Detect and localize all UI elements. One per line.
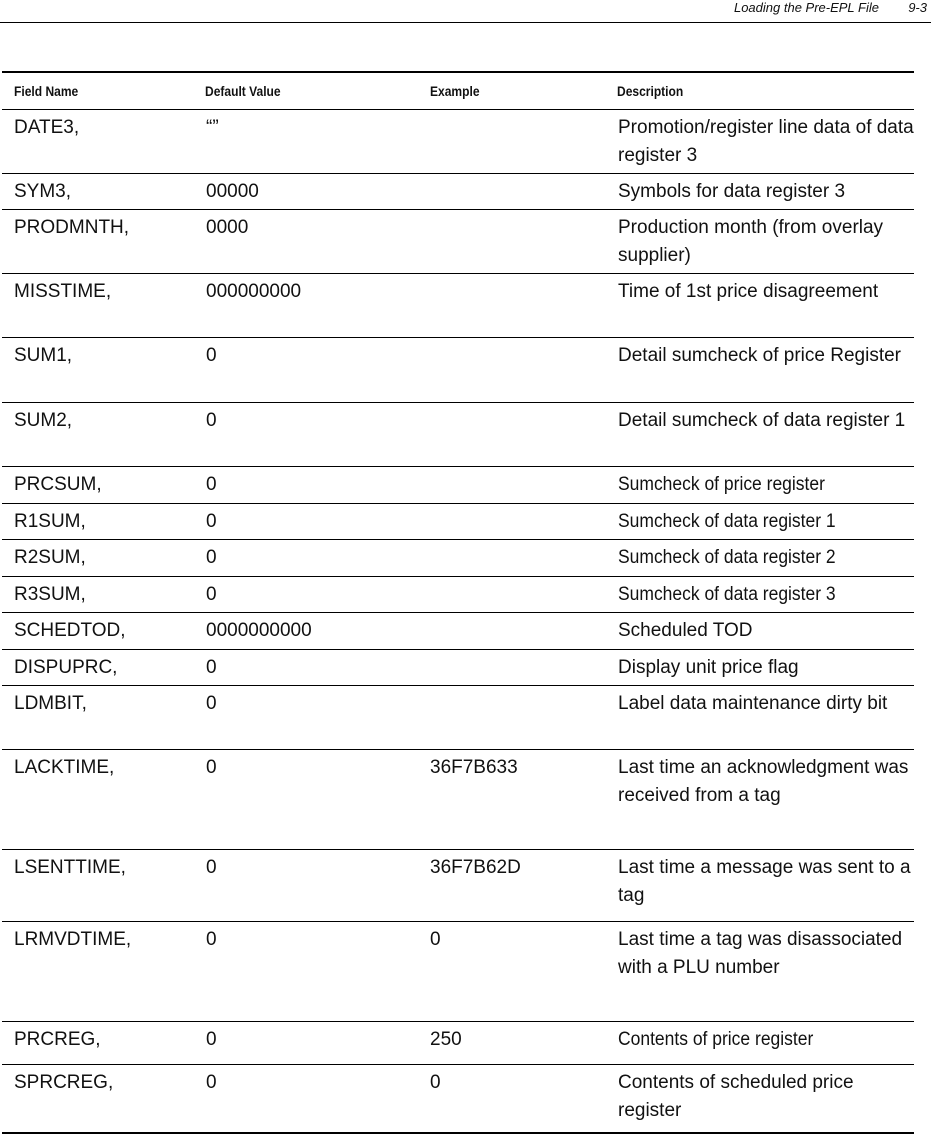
header-title: Loading the Pre-EPL File [733,0,879,15]
default-value: 0 [206,757,217,778]
default-value: 0 [206,584,217,605]
table-row [2,577,914,613]
default-value: 0 [206,1029,217,1050]
field-name: SPRCREG, [14,1072,114,1093]
default-value: “” [206,117,219,138]
description: Production month (from overlay supplier) [618,217,884,266]
description: Last time an acknowledgment was received from a tag [618,757,909,806]
field-name: PRCREG, [14,1029,101,1050]
example-value: 36F7B633 [430,757,518,778]
description [618,544,914,572]
column-header-field-name: Field Name [14,83,79,99]
field-name: LDMBIT, [14,693,87,714]
table-row [2,403,914,467]
field-name: SUM2, [14,410,73,431]
example-value: 0 [430,1072,441,1093]
description-text: Sumcheck of data register 3 [618,584,836,605]
table-row [2,338,914,403]
description-text: Contents of price register [618,1029,814,1050]
table-row [2,467,914,504]
default-value: 0 [206,547,217,568]
default-value: 000000000 [206,281,302,302]
table-row [2,210,914,274]
description: Display unit price flag [618,657,799,678]
description: Last time a tag was disassociated with a PLU number [618,929,903,978]
default-value: 0 [206,474,217,495]
field-name: MISSTIME, [14,281,112,302]
default-value: 0 [206,929,217,950]
default-value: 0 [206,345,217,366]
description [618,471,914,499]
description: Detail sumcheck of data register 1 [618,410,906,431]
field-name: DATE3, [14,117,80,138]
table-row [2,1065,914,1134]
field-name: PRCSUM, [14,474,102,495]
example-value: 0 [430,929,441,950]
field-name: PRODMNTH, [14,217,130,238]
table-row [2,922,914,1022]
default-value: 0 [206,657,217,678]
default-value: 0 [206,410,217,431]
description [618,581,914,609]
table-header [2,71,914,110]
field-name: SCHEDTOD, [14,620,126,641]
default-value: 0 [206,857,217,878]
description: Time of 1st price disagreement [618,281,879,302]
description: Scheduled TOD [618,620,753,641]
description: Label data maintenance dirty bit [618,693,888,714]
table-row [2,540,914,577]
table-row [2,274,914,338]
description [618,1026,914,1054]
table-row [2,686,914,750]
description-text: Sumcheck of data register 2 [618,547,836,568]
description-text: Sumcheck of data register 1 [618,511,836,532]
default-value: 0000 [206,217,249,238]
table-row [2,750,914,850]
example-value: 250 [430,1029,462,1050]
field-name: LACKTIME, [14,757,115,778]
table-row [2,613,914,650]
field-name: R1SUM, [14,511,86,532]
field-name: SYM3, [14,181,72,202]
page-header [0,0,931,23]
field-name: R3SUM, [14,584,86,605]
table-row [2,174,914,210]
table-row [2,1022,914,1065]
column-header-description: Description [617,83,684,99]
description: Contents of scheduled price register [618,1072,854,1121]
table-row [2,504,914,540]
field-name: SUM1, [14,345,73,366]
field-name: DISPUPRC, [14,657,118,678]
default-value: 0 [206,1072,217,1093]
description-text: Sumcheck of price register [618,474,825,495]
table-row [2,650,914,686]
column-header-example: Example [430,83,480,99]
table-row [2,110,914,174]
default-value: 00000 [206,181,259,202]
field-name: R2SUM, [14,547,86,568]
field-name: LRMVDTIME, [14,929,132,950]
table-row [2,850,914,922]
example-value: 36F7B62D [430,857,521,878]
field-table [2,71,914,1134]
default-value: 0 [206,511,217,532]
default-value: 0 [206,693,217,714]
field-name: LSENTTIME, [14,857,126,878]
description: Detail sumcheck of price Register [618,345,901,366]
column-header-default-value: Default Value [205,83,281,99]
description: Symbols for data register 3 [618,181,846,202]
default-value: 0000000000 [206,620,312,641]
description: Promotion/register line data of data register 3 [618,117,914,166]
description [618,508,914,536]
page-number: 9-3 [908,0,927,15]
description: Last time a message was sent to a tag [618,857,911,906]
